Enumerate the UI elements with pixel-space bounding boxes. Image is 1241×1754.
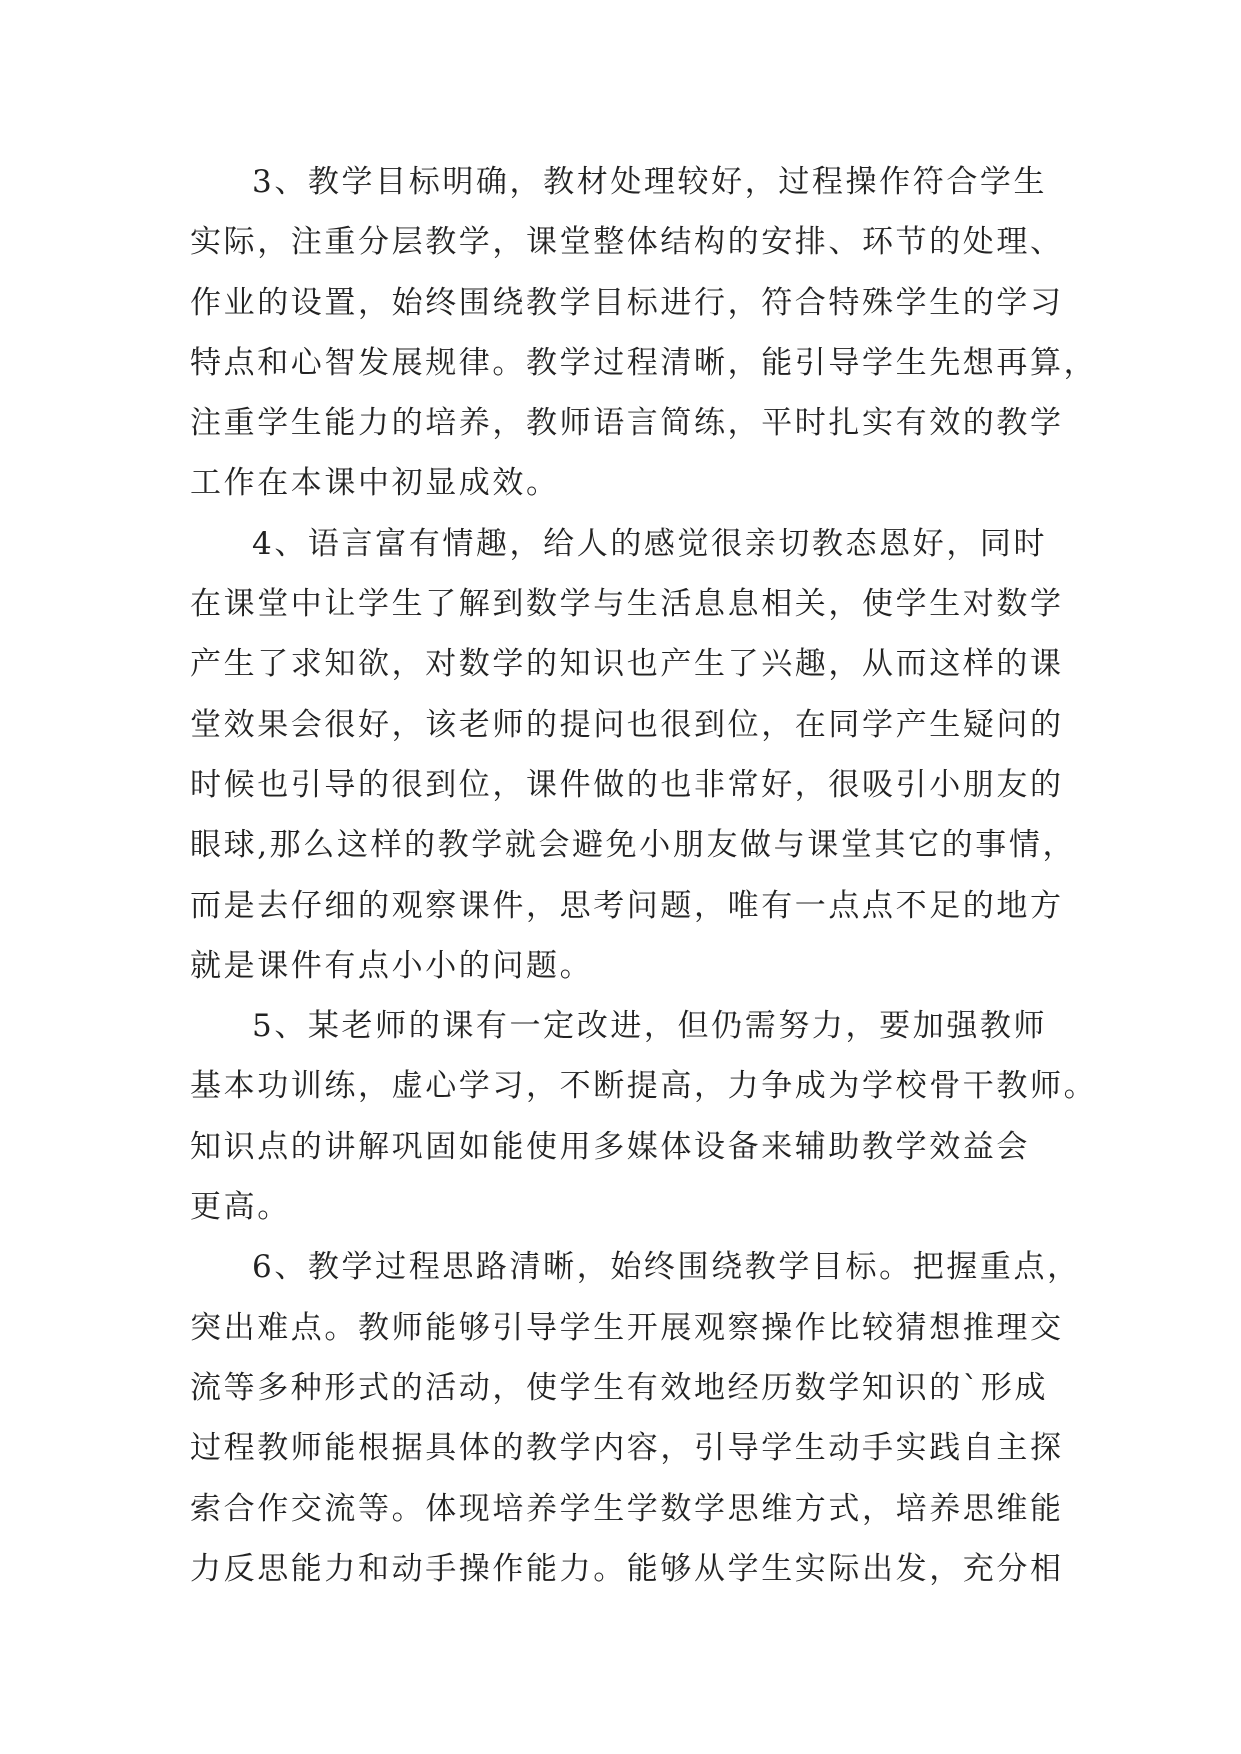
text-line: 在课堂中让学生了解到数学与生活息息相关，使学生对数学: [190, 586, 1064, 623]
text-line: 基本功训练，虚心学习，不断提高，力争成为学校骨干教师。: [190, 1068, 1098, 1105]
text-line: 实际，注重分层教学，课堂整体结构的安排、环节的处理、: [190, 224, 1064, 261]
text-line: 工作在本课中初显成效。: [190, 465, 560, 502]
text-line: 时候也引导的很到位，课件做的也非常好，很吸引小朋友的: [190, 766, 1064, 803]
text-line: 而是去仔细的观察课件，思考问题，唯有一点点不足的地方: [190, 887, 1064, 924]
document-body: [190, 152, 1098, 1599]
paragraph-6: [190, 1237, 1081, 1599]
text-line: 6、教学过程思路清晰，始终围绕教学目标。把握重点，: [252, 1249, 1081, 1286]
text-line: 作业的设置，始终围绕教学目标进行，符合特殊学生的学习: [190, 284, 1064, 321]
text-line: 就是课件有点小小的问题。: [190, 947, 594, 984]
text-line: 注重学生能力的培养，教师语言简练，平时扎实有效的教学: [190, 405, 1064, 442]
text-line: 过程教师能根据具体的教学内容，引导学生动手实践自主探: [190, 1430, 1064, 1467]
text-line: 流等多种形式的活动，使学生有效地经历数学知识的`形成: [190, 1369, 1049, 1406]
text-line: 知识点的讲解巩固如能使用多媒体设备来辅助教学效益会: [190, 1128, 1030, 1165]
text-line: 4、语言富有情趣，给人的感觉很亲切教态恩好，同时: [252, 525, 1048, 562]
text-line: 眼球,那么这样的教学就会避免小朋友做与课堂其它的事情，: [190, 827, 1077, 864]
text-line: 5、某老师的课有一定改进，但仍需努力，要加强教师: [252, 1008, 1048, 1045]
text-line: 堂效果会很好，该老师的提问也很到位，在同学产生疑问的: [190, 706, 1064, 743]
paragraph-5: [190, 996, 1098, 1237]
paragraph-4: [190, 514, 1077, 996]
text-line: 产生了求知欲，对数学的知识也产生了兴趣，从而这样的课: [190, 646, 1064, 683]
text-line: 3、教学目标明确，教材处理较好，过程操作符合学生: [252, 164, 1048, 200]
text-line: 力反思能力和动手操作能力。能够从学生实际出发，充分相: [190, 1550, 1064, 1587]
text-line: 更高。: [190, 1189, 291, 1226]
text-line: 特点和心智发展规律。教学过程清晰，能引导学生先想再算，: [190, 344, 1098, 381]
text-line: 索合作交流等。体现培养学生学数学思维方式，培养思维能: [190, 1490, 1064, 1527]
text-line: 突出难点。教师能够引导学生开展观察操作比较猜想推理交: [190, 1309, 1064, 1346]
paragraph-3: [190, 152, 1098, 514]
